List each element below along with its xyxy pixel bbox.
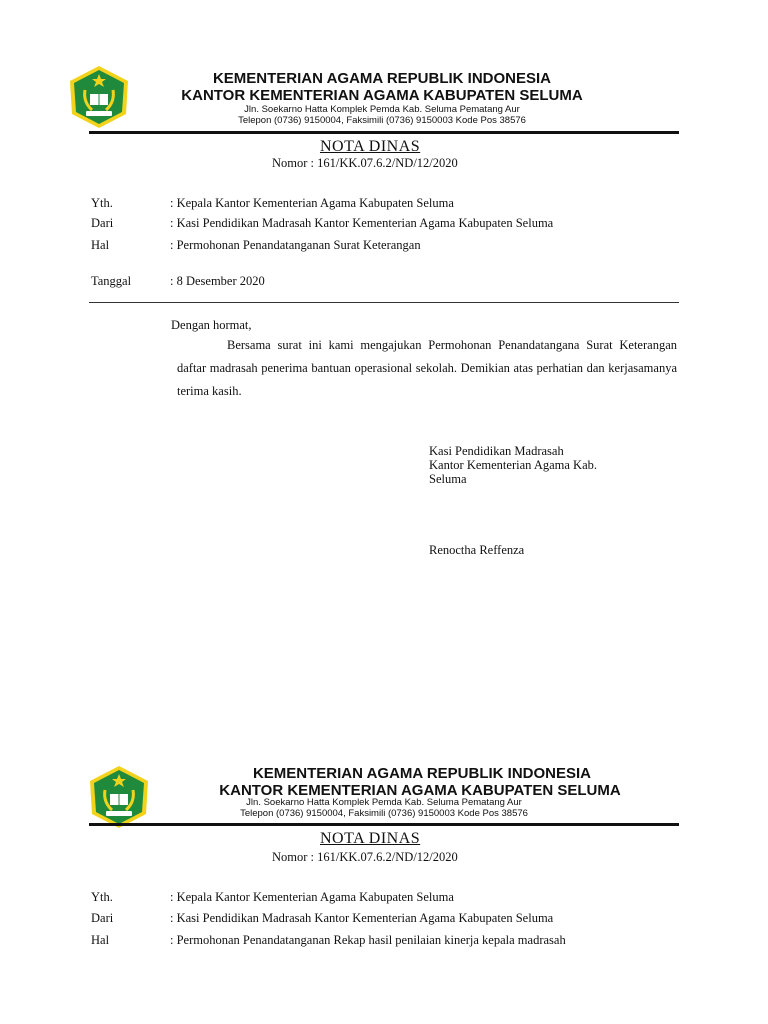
body-paragraph: Bersama surat ini kami mengajukan Permohonan Penandatangana Surat Keterangan daftar madrasah penerima bantuan operasional sekolah. Demikian atas perhatian dan kerjasamanya terima kasih.: [177, 338, 677, 398]
field-value-dari: : Kasi Pendidikan Madrasah Kantor Kementerian Agama Kabupaten Seluma: [170, 911, 554, 925]
contact-line: Telepon (0736) 9150004, Faksimili (0736) 9150003 Kode Pos 38576: [238, 115, 526, 126]
org-name-line2: KANTOR KEMENTERIAN AGAMA KABUPATEN SELUMA: [181, 87, 583, 104]
document-title: NOTA DINAS: [320, 138, 421, 155]
field-label-dari: Dari: [91, 216, 114, 230]
ministry-logo: [86, 764, 152, 830]
org-name-line1: KEMENTERIAN AGAMA REPUBLIK INDONESIA: [252, 765, 592, 782]
signatory-name: Renoctha Reffenza: [429, 543, 525, 557]
contact-line: Telepon (0736) 9150004, Faksimili (0736) 9150003 Kode Pos 38576: [240, 808, 528, 819]
field-value-yth: : Kepala Kantor Kementerian Agama Kabupaten Seluma: [170, 196, 454, 210]
document-number: Nomor : 161/KK.07.6.2/ND/12/2020: [272, 850, 458, 864]
field-label-dari: Dari: [91, 911, 114, 925]
signature-title-2: Kantor Kementerian Agama Kab.: [429, 458, 597, 472]
field-label-hal: Hal: [91, 238, 110, 252]
salutation: Dengan hormat,: [171, 318, 252, 332]
document-title: NOTA DINAS: [320, 830, 421, 847]
header-rule: [89, 131, 679, 134]
ministry-logo: [66, 64, 132, 130]
signature-title-3: Seluma: [429, 472, 467, 486]
field-value-dari: : Kasi Pendidikan Madrasah Kantor Kementerian Agama Kabupaten Seluma: [170, 216, 554, 230]
document-number: Nomor : 161/KK.07.6.2/ND/12/2020: [272, 156, 458, 170]
date-value: : 8 Desember 2020: [170, 274, 265, 288]
field-label-yth: Yth.: [91, 890, 113, 904]
date-rule: [89, 302, 679, 303]
header-rule: [89, 823, 679, 826]
address-line: Jln. Soekarno Hatta Komplek Pemda Kab. Seluma Pematang Aur: [244, 104, 520, 115]
field-value-hal: : Permohonan Penandatanganan Rekap hasil penilaian kinerja kepala madrasah: [170, 933, 566, 947]
address-line: Jln. Soekarno Hatta Komplek Pemda Kab. Seluma Pematang Aur: [246, 797, 522, 808]
org-name-line2: KANTOR KEMENTERIAN AGAMA KABUPATEN SELUMA: [219, 782, 621, 799]
signature-title-1: Kasi Pendidikan Madrasah: [429, 444, 564, 458]
field-value-hal: : Permohonan Penandatanganan Surat Keterangan: [170, 238, 421, 252]
org-name-line1: KEMENTERIAN AGAMA REPUBLIK INDONESIA: [212, 70, 552, 87]
field-value-yth: : Kepala Kantor Kementerian Agama Kabupaten Seluma: [170, 890, 454, 904]
field-label-hal: Hal: [91, 933, 110, 947]
field-label-yth: Yth.: [91, 196, 113, 210]
date-label: Tanggal: [91, 274, 132, 288]
